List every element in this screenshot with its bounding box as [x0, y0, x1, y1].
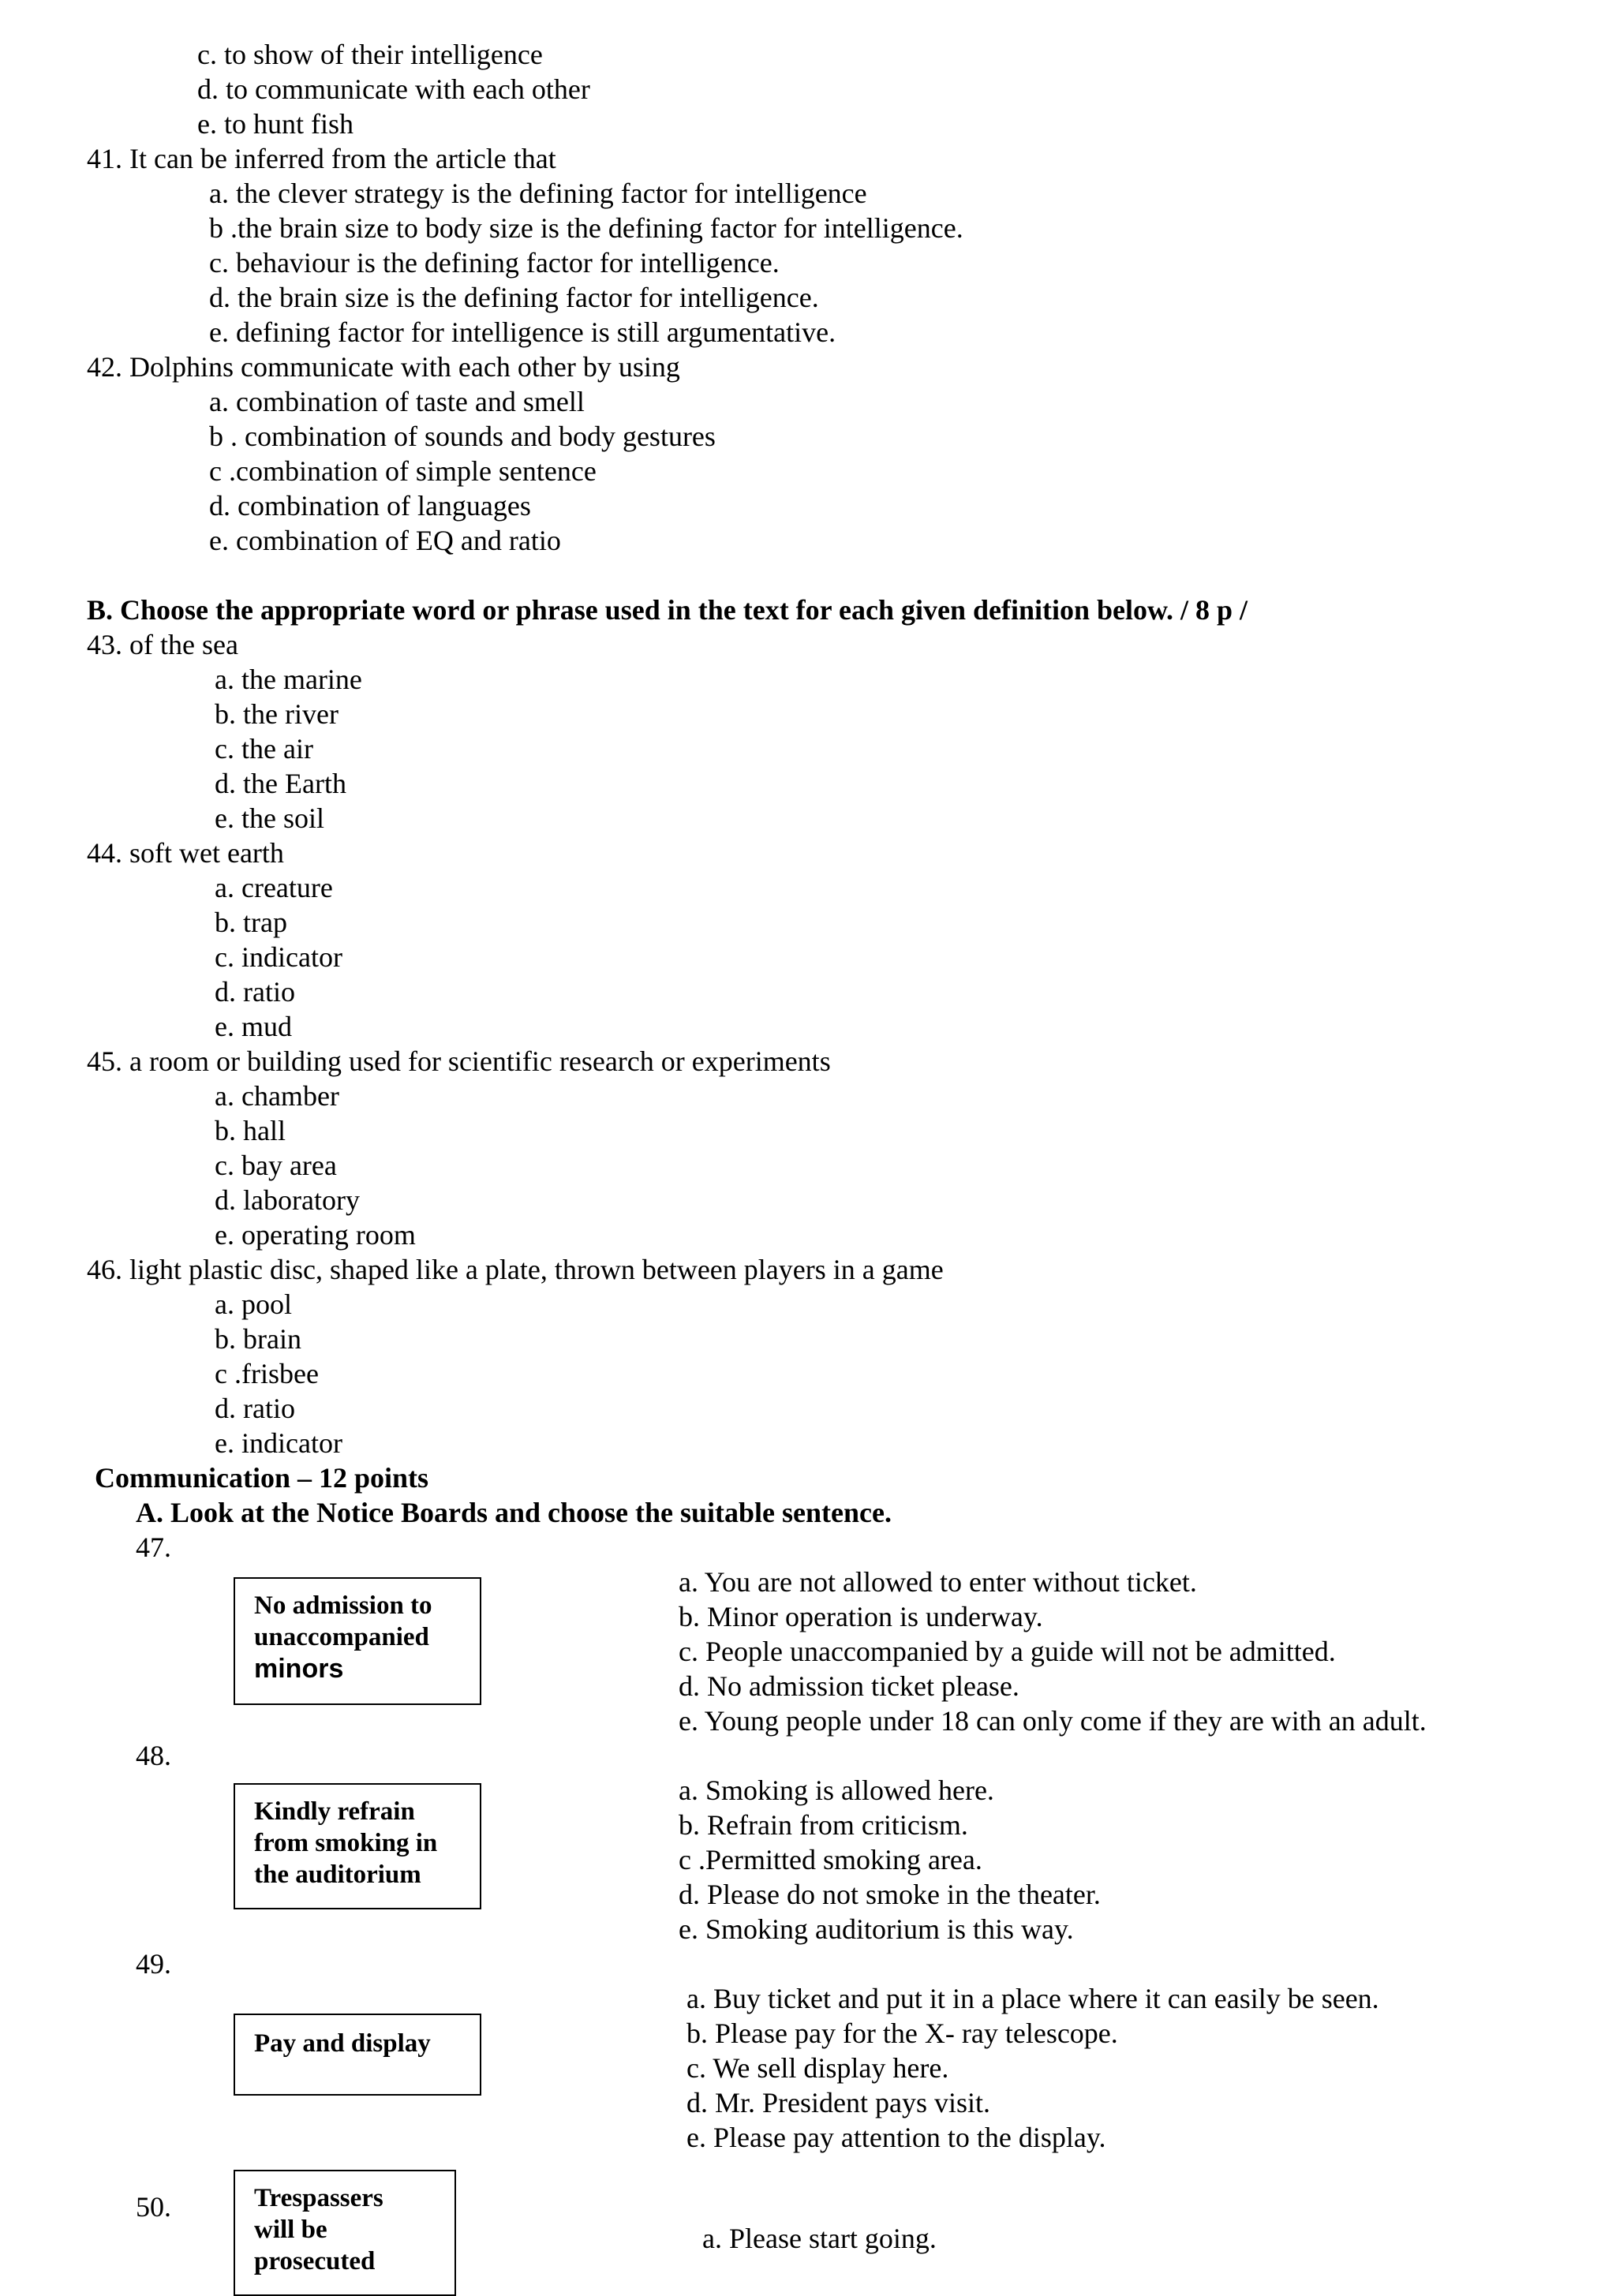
q46-option-b: b. brain: [215, 1323, 301, 1355]
q49-option-d: d. Mr. President pays visit.: [686, 2087, 990, 2118]
q48-option-c: c .Permitted smoking area.: [679, 1844, 982, 1875]
q41-option-e: e. defining factor for intelligence is still argumentative.: [209, 316, 836, 348]
q48-number: 48.: [136, 1740, 171, 1771]
q48-option-e: e. Smoking auditorium is this way.: [679, 1913, 1074, 1945]
section-b-heading: B. Choose the appropriate word or phrase used in the text for each given definition below. / 8 p /: [87, 594, 1248, 626]
q41-option-a: a. the clever strategy is the defining factor for intelligence: [209, 178, 867, 209]
q46-option-c: c .frisbee: [215, 1358, 319, 1389]
q44-option-e: e. mud: [215, 1011, 292, 1042]
q42-option-a: a. combination of taste and smell: [209, 386, 585, 417]
q45-option-a: a. chamber: [215, 1080, 339, 1112]
q43-option-c: c. the air: [215, 733, 313, 765]
q50-notice-line: Trespassers: [254, 2184, 383, 2212]
q49-option-a: a. Buy ticket and put it in a place where it can easily be seen.: [686, 1983, 1379, 2014]
q44-option-a: a. creature: [215, 872, 333, 903]
q49-number: 49.: [136, 1948, 171, 1980]
q47-option-a: a. You are not allowed to enter without ticket.: [679, 1566, 1197, 1598]
q40-option-e: e. to hunt fish: [197, 108, 354, 140]
q43-option-d: d. the Earth: [215, 768, 346, 799]
q41-stem: 41. It can be inferred from the article that: [87, 143, 556, 174]
q41-option-b: b .the brain size to body size is the defining factor for intelligence.: [209, 212, 963, 244]
q49-option-b: b. Please pay for the X- ray telescope.: [686, 2017, 1118, 2049]
q45-option-e: e. operating room: [215, 1219, 416, 1251]
q50-notice-board: [234, 2170, 456, 2296]
q50-notice-line: will be: [254, 2216, 327, 2244]
q49-notice-board: [234, 2014, 481, 2096]
q48-option-a: a. Smoking is allowed here.: [679, 1774, 994, 1806]
q48-notice-line: Kindly refrain: [254, 1797, 415, 1826]
q47-notice-line: unaccompanied: [254, 1623, 429, 1651]
q50-number: 50.: [136, 2191, 171, 2223]
q43-stem: 43. of the sea: [87, 629, 238, 660]
q40-option-d: d. to communicate with each other: [197, 73, 590, 105]
q45-option-d: d. laboratory: [215, 1184, 360, 1216]
q42-option-e: e. combination of EQ and ratio: [209, 525, 561, 556]
q47-option-c: c. People unaccompanied by a guide will not be admitted.: [679, 1636, 1336, 1667]
q48-option-b: b. Refrain from criticism.: [679, 1809, 968, 1841]
q48-notice-line: from smoking in: [254, 1829, 438, 1857]
q47-option-b: b. Minor operation is underway.: [679, 1601, 1043, 1632]
q47-notice-line: No admission to: [254, 1591, 432, 1620]
q47-option-e: e. Young people under 18 can only come if they are with an adult.: [679, 1705, 1427, 1737]
q49-notice-line: Pay and display: [254, 2029, 431, 2058]
q44-option-c: c. indicator: [215, 941, 342, 973]
q48-option-d: d. Please do not smoke in the theater.: [679, 1879, 1101, 1910]
q41-option-d: d. the brain size is the defining factor for intelligence.: [209, 282, 819, 313]
q45-option-c: c. bay area: [215, 1150, 337, 1181]
q46-option-e: e. indicator: [215, 1427, 342, 1459]
q40-option-c: c. to show of their intelligence: [197, 39, 543, 70]
q42-option-d: d. combination of languages: [209, 490, 531, 522]
q43-option-b: b. the river: [215, 698, 339, 730]
q41-option-c: c. behaviour is the defining factor for intelligence.: [209, 247, 780, 279]
q47-number: 47.: [136, 1531, 171, 1563]
q45-stem: 45. a room or building used for scientific research or experiments: [87, 1045, 831, 1077]
q48-notice-board: [234, 1783, 481, 1909]
q50-notice-line: prosecuted: [254, 2247, 376, 2275]
q43-option-e: e. the soil: [215, 802, 324, 834]
q47-notice-line: minors: [254, 1654, 344, 1684]
q49-option-c: c. We sell display here.: [686, 2052, 949, 2084]
q46-option-d: d. ratio: [215, 1393, 295, 1424]
q42-stem: 42. Dolphins communicate with each other by using: [87, 351, 680, 383]
q49-option-e: e. Please pay attention to the display.: [686, 2122, 1106, 2153]
q47-notice-board: [234, 1577, 481, 1705]
q46-option-a: a. pool: [215, 1288, 292, 1320]
q50-option-a: a. Please start going.: [702, 2223, 937, 2254]
communication-sub-heading: A. Look at the Notice Boards and choose the suitable sentence.: [136, 1497, 892, 1528]
q43-option-a: a. the marine: [215, 664, 362, 695]
q46-stem: 46. light plastic disc, shaped like a plate, thrown between players in a game: [87, 1254, 944, 1285]
q42-option-b: b . combination of sounds and body gestures: [209, 421, 716, 452]
q42-option-c: c .combination of simple sentence: [209, 455, 597, 487]
q47-option-d: d. No admission ticket please.: [679, 1670, 1019, 1702]
q44-option-b: b. trap: [215, 907, 287, 938]
communication-heading: Communication – 12 points: [95, 1462, 429, 1494]
q44-option-d: d. ratio: [215, 976, 295, 1008]
q48-notice-line: the auditorium: [254, 1860, 421, 1889]
q44-stem: 44. soft wet earth: [87, 837, 284, 869]
q45-option-b: b. hall: [215, 1115, 286, 1146]
